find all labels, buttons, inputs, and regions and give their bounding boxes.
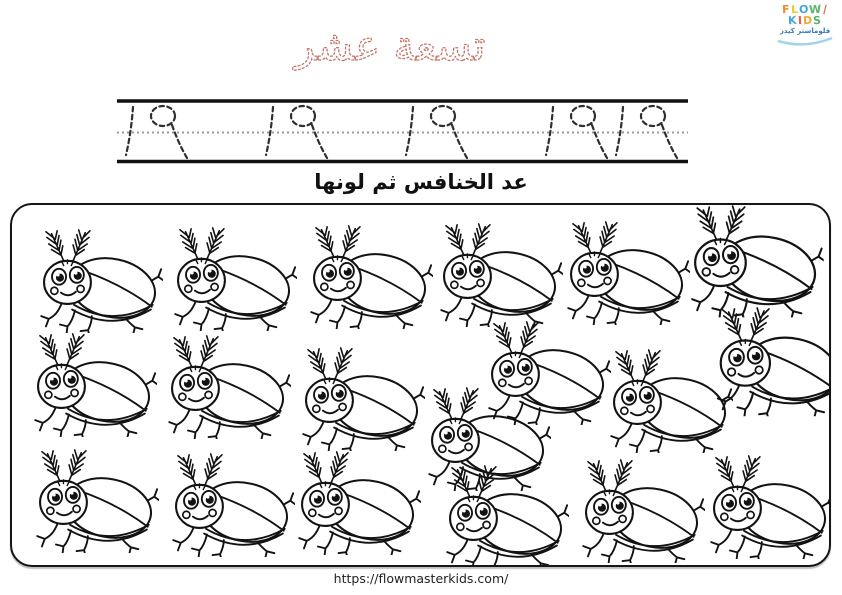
beetle [692,206,826,322]
logo-letter: O [798,2,810,17]
logo-letter: K [787,13,799,28]
beetle [583,460,707,565]
beetle [169,336,293,444]
beetle [303,348,427,456]
beetle [611,350,735,458]
instruction-text: عد الخنافس ثم لونها [314,170,528,194]
beetle [718,308,829,421]
logo-line2 [774,15,836,26]
footer-url: https://flowmasterkids.com/ [333,571,509,586]
swoosh-path [778,38,832,44]
logo-letter: S [812,13,823,28]
beetle [429,388,553,496]
logo-letter: I [797,13,804,28]
logo-letter: D [802,13,814,28]
beetle [447,466,571,565]
logo-letter: L [790,2,800,17]
tracing-band [116,96,690,170]
logo-arabic-text: فلوماستر كيدز [779,27,831,35]
title-text: تسعة عشر [294,21,486,70]
beetle [311,226,435,334]
beetle [568,222,692,330]
flowkids-logo [774,4,836,48]
beetle [41,230,165,338]
dotted-title [240,14,540,76]
beetles-canvas [12,205,829,565]
beetle [35,334,159,442]
beetle-box [10,203,831,567]
beetle [173,454,297,562]
logo-letter: / [822,2,828,17]
beetle [489,322,613,430]
beetle [37,450,161,558]
beetle [175,228,299,336]
beetle [711,456,829,564]
beetle [441,224,565,332]
logo-letter: F [782,2,792,17]
logo-swoosh-line [776,36,834,48]
logo-letter: W [809,2,823,17]
beetle [299,452,423,560]
